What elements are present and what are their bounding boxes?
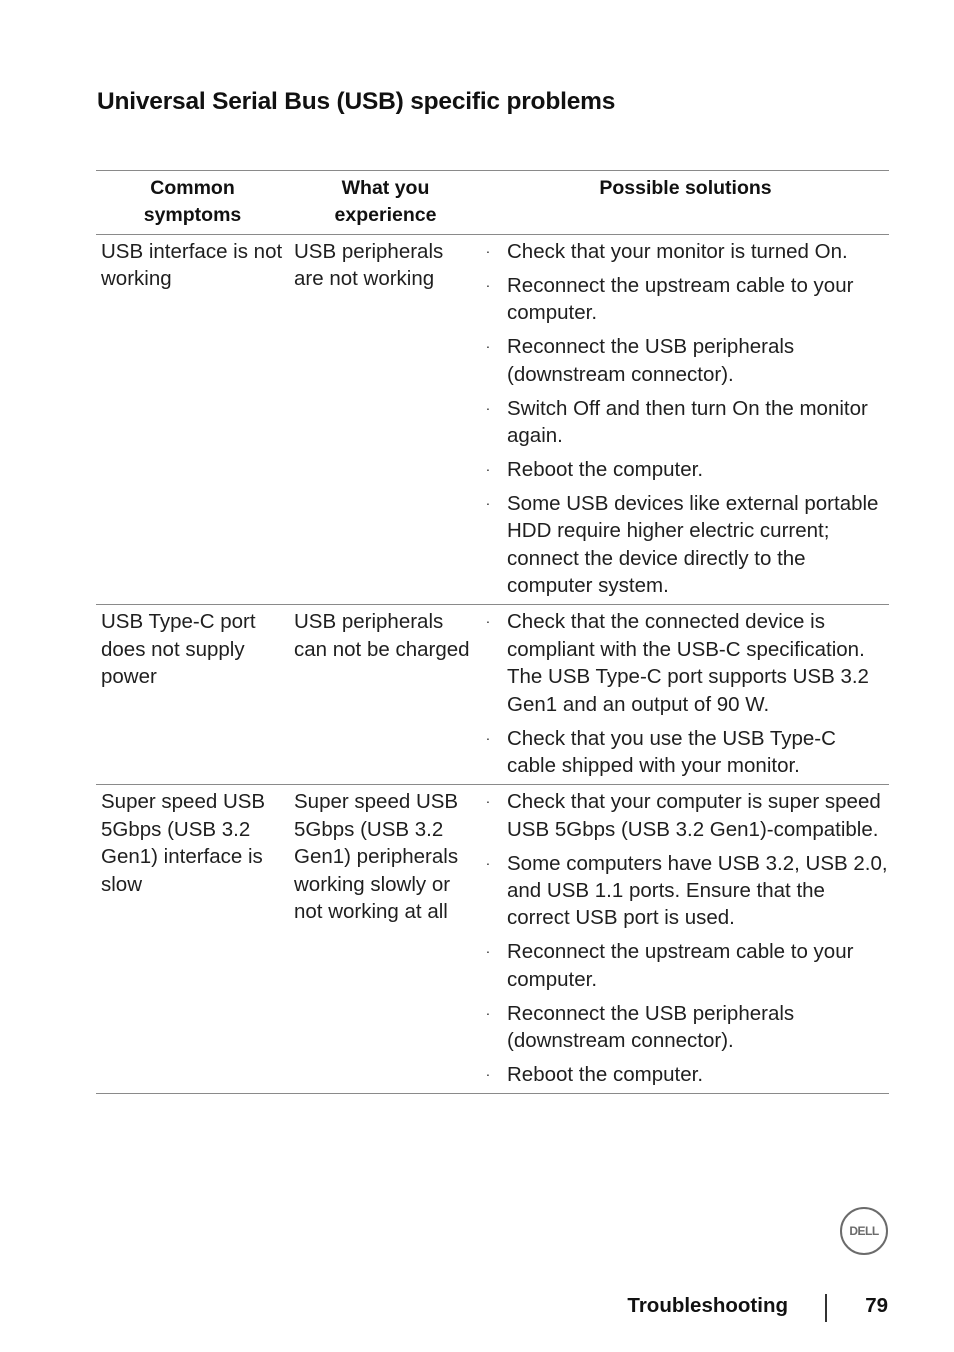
symptom-cell: Super speed USB 5Gbps (USB 3.2 Gen1) interface is slow — [96, 785, 289, 1094]
bullet-icon: · — [485, 338, 491, 355]
bullet-icon: · — [485, 943, 491, 960]
symptom-cell: USB interface is not working — [96, 235, 289, 605]
bullet-icon: · — [485, 276, 491, 293]
bullet-icon: · — [485, 1065, 491, 1082]
bullet-icon: · — [485, 793, 491, 810]
solution-item: · Check that your monitor is turned On. — [482, 238, 889, 265]
solution-item: · Reconnect the upstream cable to your computer. — [482, 272, 889, 327]
bullet-icon: · — [485, 729, 491, 746]
solution-item: · Reconnect the upstream cable to your computer. — [482, 938, 889, 993]
solutions-list — [482, 608, 889, 779]
table-row — [96, 785, 889, 1094]
dell-logo: DELL — [840, 1207, 888, 1255]
solution-item: · Check that you use the USB Type-C cable shipped with your monitor. — [482, 725, 889, 780]
footer-section-title: Troubleshooting — [627, 1294, 788, 1317]
solution-item: · Switch Off and then turn On the monitor again. — [482, 395, 889, 450]
header-common-symptoms: Common symptoms — [96, 171, 289, 235]
solutions-list — [482, 238, 889, 599]
experience-cell: USB peripherals are not working — [289, 235, 482, 605]
footer-divider — [825, 1294, 827, 1322]
solution-item: · Reboot the computer. — [482, 1061, 889, 1088]
solutions-list — [482, 788, 889, 1088]
bullet-icon: · — [485, 243, 491, 259]
header-possible-solutions: Possible solutions — [482, 171, 889, 235]
solution-item: · Check that your computer is super speed USB 5Gbps (USB 3.2 Gen1)-compatible. — [482, 788, 889, 843]
solution-item: · Check that the connected device is compliant with the USB-C specification. The USB Type-C port supports USB 3.2 Gen1 and an output of 90 W. — [482, 608, 889, 718]
solutions-cell — [482, 785, 889, 1094]
experience-cell: Super speed USB 5Gbps (USB 3.2 Gen1) peripherals working slowly or not working at all — [289, 785, 482, 1094]
solution-item: · Some computers have USB 3.2, USB 2.0, and USB 1.1 ports. Ensure that the correct USB port is used. — [482, 850, 889, 932]
table-row — [96, 605, 889, 785]
bullet-icon: · — [485, 460, 491, 477]
bullet-icon: · — [485, 613, 491, 630]
header-what-you-experience: What you experience — [289, 171, 482, 235]
page-title: Universal Serial Bus (USB) specific problems — [97, 88, 616, 115]
bullet-icon: · — [485, 399, 491, 416]
table-header-row — [96, 171, 889, 235]
page-number: 79 — [865, 1294, 888, 1317]
solutions-cell — [482, 235, 889, 605]
experience-cell: USB peripherals can not be charged — [289, 605, 482, 785]
solution-item: · Reboot the computer. — [482, 456, 889, 483]
bullet-icon: · — [485, 854, 491, 871]
usb-problems-table — [96, 170, 889, 1094]
solution-item: · Some USB devices like external portable HDD require higher electric current; connect the device directly to the computer system. — [482, 490, 889, 600]
solution-item: · Reconnect the USB peripherals (downstream connector). — [482, 333, 889, 388]
bullet-icon: · — [485, 494, 491, 511]
symptom-cell: USB Type-C port does not supply power — [96, 605, 289, 785]
table-row — [96, 235, 889, 605]
solution-item: · Reconnect the USB peripherals (downstream connector). — [482, 1000, 889, 1055]
solutions-cell — [482, 605, 889, 785]
bullet-icon: · — [485, 1004, 491, 1021]
